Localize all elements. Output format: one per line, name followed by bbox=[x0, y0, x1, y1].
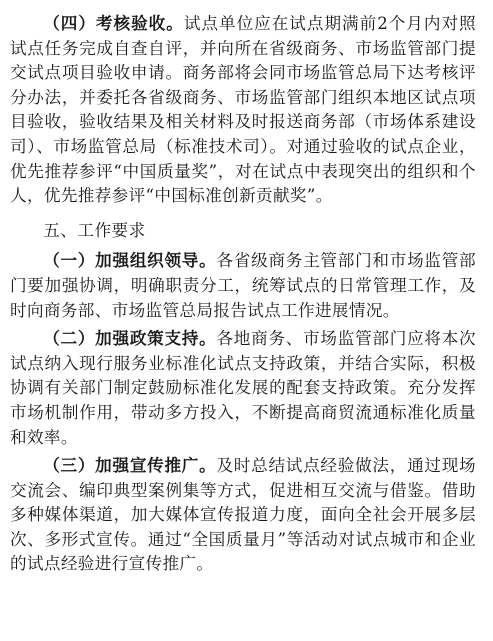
paragraph-text-policy: 各地商务、市场监管部门应将本次试点纳入现行服务业标准化试点支持政策，并结合实际，积极协调有关部门制定鼓励标准化发展的配套支持政策。充分发挥市场机制作用，带动多方投入，不断提高商贸流通标准化质量和效率。 bbox=[10, 329, 477, 447]
document-page bbox=[10, 12, 476, 577]
paragraph-leadership bbox=[10, 249, 476, 323]
paragraph-text-assessment: 试点单位应在试点期满前2个月内对照试点任务完成自查自评，并向所在省级商务、市场监管部门提交试点项目验收申请。商务部将会同市场监管总局下达考核评分办法，并委托各省级商务、市场监管部门组织本地区试点项目验收，验收结果及相关材料及时报送商务部（市场体系建设司）、市场监管总局（标准技术司）。对通过验收的试点企业，优先推荐参评“中国质量奖”，对在试点中表现突出的组织和个人，优先推荐参评“中国标准创新贡献奖”。 bbox=[10, 14, 476, 206]
paragraph-text-publicity: 及时总结试点经验做法，通过现场交流会、编印典型案例集等方式，促进相互交流与借鉴。借助多种媒体渠道，加大媒体宣传报道力度，面向全社会开展多层次、多形式宣传。通过“全国质量月”等活动对试点城市和企业的试点经验进行宣传推广。 bbox=[10, 456, 477, 574]
paragraph-lead-publicity: （三）加强宣传推广。 bbox=[43, 456, 217, 476]
paragraph-policy bbox=[10, 327, 476, 450]
paragraph-lead-assessment: （四）考核验收。 bbox=[43, 14, 184, 33]
paragraph-lead-leadership: （一）加强组织领导。 bbox=[43, 251, 217, 271]
paragraph-lead-policy: （二）加强政策支持。 bbox=[43, 329, 217, 349]
paragraph-assessment bbox=[10, 12, 476, 209]
paragraph-publicity bbox=[10, 454, 476, 577]
section-heading-work-requirements: 五、工作要求 bbox=[43, 220, 146, 240]
paragraph-text-leadership: 各省级商务主管部门和市场监管部门要加强协调，明确职责分工，统筹试点的日常管理工作，及时向商务部、市场监管总局报告试点工作进展情况。 bbox=[10, 251, 477, 320]
